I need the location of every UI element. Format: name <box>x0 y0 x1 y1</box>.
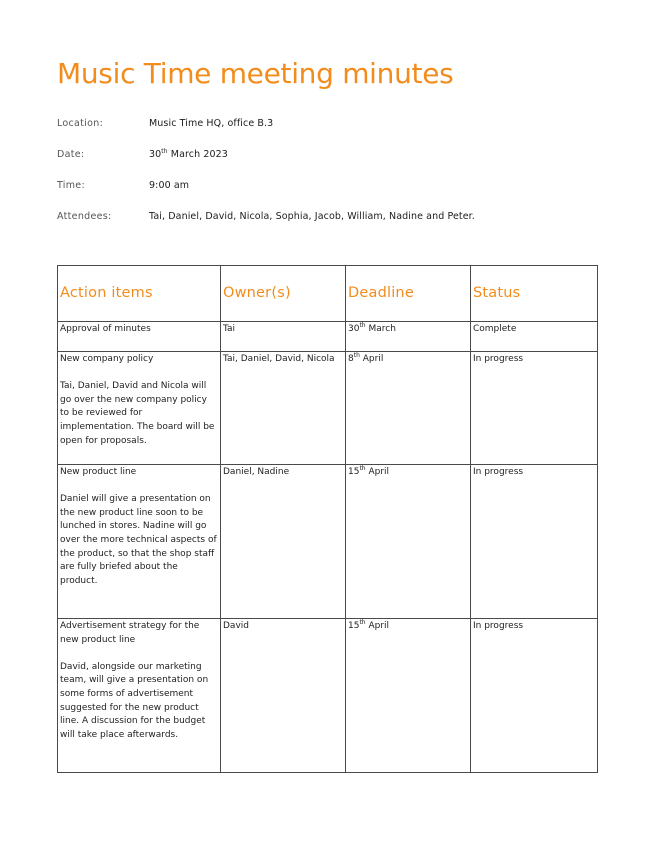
action-item-title: New product line <box>60 467 137 477</box>
action-item-title: Approval of minutes <box>60 324 151 334</box>
time-label: Time: <box>57 180 85 191</box>
attendees-label: Attendees: <box>57 211 112 222</box>
owners-cell: David <box>221 619 346 773</box>
deadline-rest: April <box>365 467 390 477</box>
header-owners: Owner(s) <box>221 266 346 322</box>
deadline-cell <box>346 322 471 352</box>
date-suffix: th <box>161 148 168 155</box>
deadline-rest: April <box>365 621 390 631</box>
status-cell: Complete <box>471 322 598 352</box>
date-rest: March 2023 <box>167 149 228 160</box>
status-cell: In progress <box>471 619 598 773</box>
status-cell: In progress <box>471 465 598 619</box>
action-item-cell <box>58 322 221 352</box>
action-items-table <box>57 265 598 773</box>
date-day: 30 <box>149 149 162 160</box>
header-deadline: Deadline <box>346 266 471 322</box>
date-row <box>57 148 617 179</box>
deadline-rest: April <box>359 354 384 364</box>
action-item-cell <box>58 352 221 465</box>
document-title: Music Time meeting minutes <box>57 57 454 90</box>
header-action-items: Action items <box>58 266 221 322</box>
owners-cell: Tai, Daniel, David, Nicola <box>221 352 346 465</box>
action-item-description: David, alongside our marketing team, will give a presentation on some forms of advertisement suggested for the new product line. A discussion for the budget will take place afterwards. <box>60 661 209 740</box>
time-row <box>57 179 617 210</box>
deadline-suffix: th <box>359 322 366 329</box>
action-item-cell <box>58 465 221 619</box>
date-label: Date: <box>57 149 85 160</box>
table-header-row <box>58 266 598 322</box>
action-item-description: Tai, Daniel, David and Nicola will go over the new company policy to be reviewed for implementation. The board will be open for proposals. <box>60 381 215 446</box>
action-item-description: Daniel will give a presentation on the new product line soon to be lunched in stores. Nadine will go over the more technical aspects of the product, so that the shop staff are fully briefed about the product. <box>60 494 217 586</box>
time-value: 9:00 am <box>149 180 190 191</box>
action-item-title: Advertisement strategy for the new product line <box>60 621 200 645</box>
owners-cell: Tai <box>221 322 346 352</box>
attendees-value: Tai, Daniel, David, Nicola, Sophia, Jacob, William, Nadine and Peter. <box>149 211 475 222</box>
status-cell: In progress <box>471 352 598 465</box>
table-row <box>58 465 598 619</box>
location-value: Music Time HQ, office B.3 <box>149 118 274 129</box>
deadline-cell <box>346 352 471 465</box>
table-row <box>58 352 598 465</box>
header-status: Status <box>471 266 598 322</box>
deadline-suffix: th <box>359 619 366 626</box>
deadline-suffix: th <box>359 465 366 472</box>
deadline-cell <box>346 619 471 773</box>
deadline-day: 15 <box>348 621 360 631</box>
deadline-day: 8 <box>348 354 354 364</box>
date-value <box>149 148 228 179</box>
table-row <box>58 619 598 773</box>
location-row <box>57 117 617 148</box>
deadline-suffix: th <box>353 352 360 359</box>
location-label: Location: <box>57 118 104 129</box>
deadline-day: 30 <box>348 324 360 334</box>
owners-cell: Daniel, Nadine <box>221 465 346 619</box>
meeting-details <box>57 117 617 241</box>
table-row <box>58 322 598 352</box>
attendees-row <box>57 210 617 241</box>
action-item-cell <box>58 619 221 773</box>
deadline-rest: March <box>365 324 396 334</box>
deadline-cell <box>346 465 471 619</box>
deadline-day: 15 <box>348 467 360 477</box>
action-item-title: New company policy <box>60 354 154 364</box>
